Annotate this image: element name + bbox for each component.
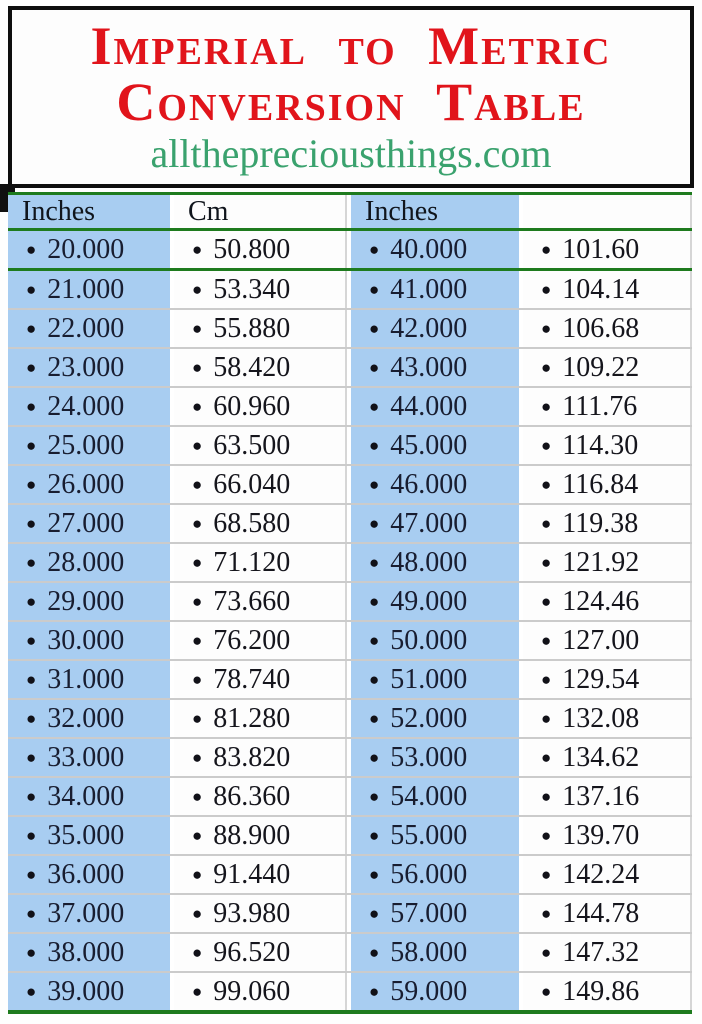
bullet-icon: ●: [369, 436, 380, 455]
table-row: [8, 778, 692, 815]
cell-inches-left: [8, 544, 170, 581]
cell-cm-left: [174, 271, 347, 308]
cell-cm-left: [174, 388, 347, 425]
cell-inches-left: [8, 739, 170, 776]
bullet-icon: ●: [192, 240, 203, 259]
cell-inches-right: [351, 973, 519, 1010]
cell-inches-left: [8, 934, 170, 971]
bullet-icon: ●: [541, 748, 552, 767]
cell-cm-left: [174, 895, 347, 932]
inches-value: 52.000: [390, 702, 468, 734]
inches-value: 48.000: [390, 546, 468, 578]
cm-value: 121.92: [562, 546, 640, 578]
bullet-icon: ●: [26, 904, 37, 923]
bullet-icon: ●: [192, 709, 203, 728]
inches-value: 49.000: [390, 585, 468, 617]
cell-inches-left: [8, 661, 170, 698]
inches-value: 39.000: [47, 975, 125, 1007]
bullet-icon: ●: [369, 904, 380, 923]
cm-value: 96.520: [213, 936, 291, 968]
bullet-icon: ●: [369, 982, 380, 1001]
bullet-icon: ●: [541, 240, 552, 259]
cm-value: 111.76: [562, 390, 638, 422]
table-row: [8, 856, 692, 893]
cell-cm-right: [523, 349, 692, 386]
cell-cm-right: [523, 700, 692, 737]
cm-value: 137.16: [562, 780, 640, 812]
cm-value: 109.22: [562, 351, 640, 383]
bullet-icon: ●: [541, 826, 552, 845]
bullet-icon: ●: [541, 904, 552, 923]
bullet-icon: ●: [369, 631, 380, 650]
bullet-icon: ●: [192, 748, 203, 767]
cell-cm-left: [174, 310, 347, 347]
inches-value: 54.000: [390, 780, 468, 812]
inches-value: 38.000: [47, 936, 125, 968]
cell-inches-right: [351, 349, 519, 386]
cell-cm-left: [174, 349, 347, 386]
inches-value: 24.000: [47, 390, 125, 422]
bullet-icon: ●: [26, 670, 37, 689]
bullet-icon: ●: [26, 631, 37, 650]
cell-inches-left: [8, 622, 170, 659]
cell-cm-right: [523, 427, 692, 464]
inches-value: 44.000: [390, 390, 468, 422]
inches-value: 22.000: [47, 312, 125, 344]
cell-cm-left: [174, 817, 347, 854]
cm-value: 73.660: [213, 585, 291, 617]
cell-inches-right: [351, 622, 519, 659]
bullet-icon: ●: [26, 787, 37, 806]
bullet-icon: ●: [369, 358, 380, 377]
bullet-icon: ●: [541, 553, 552, 572]
inches-value: 40.000: [390, 233, 468, 265]
cell-inches-right: [351, 778, 519, 815]
table-row: [8, 817, 692, 854]
bullet-icon: ●: [192, 436, 203, 455]
bullet-icon: ●: [541, 475, 552, 494]
cm-value: 78.740: [213, 663, 291, 695]
cm-value: 81.280: [213, 702, 291, 734]
cm-value: 129.54: [562, 663, 640, 695]
inches-value: 20.000: [47, 233, 125, 265]
table-row: [8, 349, 692, 386]
page-title-line1: Imperial to Metric: [90, 16, 612, 76]
bullet-icon: ●: [369, 240, 380, 259]
inches-value: 56.000: [390, 858, 468, 890]
cell-inches-left: [8, 505, 170, 542]
table-row: [8, 739, 692, 776]
cell-cm-right: [523, 310, 692, 347]
bullet-icon: ●: [541, 319, 552, 338]
cell-inches-left: [8, 310, 170, 347]
inches-value: 33.000: [47, 741, 125, 773]
inches-value: 34.000: [47, 780, 125, 812]
bullet-icon: ●: [192, 904, 203, 923]
cm-value: 114.30: [562, 429, 639, 461]
inches-value: 42.000: [390, 312, 468, 344]
cell-cm-left: [174, 505, 347, 542]
bullet-icon: ●: [541, 670, 552, 689]
cm-value: 83.820: [213, 741, 291, 773]
bullet-icon: ●: [192, 397, 203, 416]
conversion-table: [8, 192, 692, 1014]
inches-value: 57.000: [390, 897, 468, 929]
bullet-icon: ●: [541, 280, 552, 299]
cm-value: 132.08: [562, 702, 640, 734]
cm-value: 134.62: [562, 741, 640, 773]
inches-value: 58.000: [390, 936, 468, 968]
cell-cm-right: [523, 622, 692, 659]
inches-value: 41.000: [390, 273, 468, 305]
bullet-icon: ●: [26, 748, 37, 767]
cm-value: 58.420: [213, 351, 291, 383]
cell-inches-left: [8, 271, 170, 308]
bullet-icon: ●: [26, 436, 37, 455]
table-row: [8, 622, 692, 659]
bullet-icon: ●: [541, 358, 552, 377]
bullet-icon: ●: [369, 475, 380, 494]
inches-value: 21.000: [47, 273, 125, 305]
table-row: [8, 895, 692, 932]
bullet-icon: ●: [26, 709, 37, 728]
inches-value: 30.000: [47, 624, 125, 656]
bullet-icon: ●: [369, 943, 380, 962]
bullet-icon: ●: [26, 943, 37, 962]
cell-cm-right: [523, 271, 692, 308]
cell-cm-left: [174, 973, 347, 1010]
cm-value: 116.84: [562, 468, 639, 500]
inches-value: 36.000: [47, 858, 125, 890]
cell-cm-left: [174, 231, 347, 268]
cell-cm-right: [523, 505, 692, 542]
bullet-icon: ●: [26, 280, 37, 299]
cell-cm-right: [523, 778, 692, 815]
bullet-icon: ●: [26, 865, 37, 884]
cm-value: 106.68: [562, 312, 640, 344]
cell-cm-left: [174, 856, 347, 893]
bullet-icon: ●: [192, 319, 203, 338]
bullet-icon: ●: [541, 787, 552, 806]
cell-inches-right: [351, 505, 519, 542]
table-row: [8, 934, 692, 971]
table-row: [8, 388, 692, 425]
cell-cm-right: [523, 973, 692, 1010]
table-bottom-accent-line: [8, 1010, 692, 1014]
cell-inches-right: [351, 231, 519, 268]
cell-inches-right: [351, 895, 519, 932]
cm-value: 50.800: [213, 233, 291, 265]
bullet-icon: ●: [26, 319, 37, 338]
bullet-icon: ●: [192, 631, 203, 650]
cell-cm-left: [174, 700, 347, 737]
cell-cm-right: [523, 231, 692, 268]
cm-value: 53.340: [213, 273, 291, 305]
inches-value: 35.000: [47, 819, 125, 851]
cell-inches-right: [351, 934, 519, 971]
cell-cm-right: [523, 934, 692, 971]
cell-inches-right: [351, 817, 519, 854]
bullet-icon: ●: [26, 826, 37, 845]
cm-value: 147.32: [562, 936, 640, 968]
inches-value: 27.000: [47, 507, 125, 539]
inches-value: 26.000: [47, 468, 125, 500]
cm-value: 93.980: [213, 897, 291, 929]
bullet-icon: ●: [541, 514, 552, 533]
cm-value: 88.900: [213, 819, 291, 851]
cm-value: 127.00: [562, 624, 640, 656]
cell-inches-left: [8, 817, 170, 854]
cell-inches-right: [351, 661, 519, 698]
cell-inches-left: [8, 778, 170, 815]
cell-inches-right: [351, 427, 519, 464]
cm-value: 76.200: [213, 624, 291, 656]
table-row: [8, 231, 692, 268]
inches-value: 23.000: [47, 351, 125, 383]
bullet-icon: ●: [541, 865, 552, 884]
table-row: [8, 271, 692, 308]
inches-value: 46.000: [390, 468, 468, 500]
inches-value: 37.000: [47, 897, 125, 929]
cm-value: 139.70: [562, 819, 640, 851]
cell-inches-left: [8, 231, 170, 268]
cell-cm-right: [523, 856, 692, 893]
inches-value: 45.000: [390, 429, 468, 461]
bullet-icon: ●: [369, 709, 380, 728]
bullet-icon: ●: [369, 319, 380, 338]
inches-value: 47.000: [390, 507, 468, 539]
inches-value: 50.000: [390, 624, 468, 656]
bullet-icon: ●: [369, 826, 380, 845]
cm-value: 124.46: [562, 585, 640, 617]
inches-value: 29.000: [47, 585, 125, 617]
cm-value: 119.38: [562, 507, 639, 539]
cm-value: 68.580: [213, 507, 291, 539]
table-row: [8, 661, 692, 698]
cell-inches-left: [8, 583, 170, 620]
cell-cm-left: [174, 544, 347, 581]
cell-cm-right: [523, 544, 692, 581]
inches-value: 32.000: [47, 702, 125, 734]
bullet-icon: ●: [26, 240, 37, 259]
cell-inches-left: [8, 427, 170, 464]
bullet-icon: ●: [541, 709, 552, 728]
cell-cm-left: [174, 622, 347, 659]
table-header-row: [8, 195, 692, 228]
cell-inches-left: [8, 466, 170, 503]
cell-inches-right: [351, 700, 519, 737]
bullet-icon: ●: [192, 358, 203, 377]
bullet-icon: ●: [541, 592, 552, 611]
bullet-icon: ●: [26, 592, 37, 611]
table-row: [8, 427, 692, 464]
bullet-icon: ●: [369, 748, 380, 767]
column-header-inches-right: Inches: [351, 195, 519, 228]
cell-cm-left: [174, 583, 347, 620]
bullet-icon: ●: [541, 397, 552, 416]
bullet-icon: ●: [192, 592, 203, 611]
bullet-icon: ●: [26, 982, 37, 1001]
column-header-cm-left: Cm: [174, 195, 347, 228]
cell-cm-right: [523, 466, 692, 503]
table-row: [8, 544, 692, 581]
cell-inches-left: [8, 388, 170, 425]
table-row: [8, 310, 692, 347]
bullet-icon: ●: [369, 397, 380, 416]
bullet-icon: ●: [26, 358, 37, 377]
cm-value: 71.120: [213, 546, 291, 578]
cm-value: 142.24: [562, 858, 640, 890]
column-header-cm-right: [523, 195, 692, 228]
inches-value: 59.000: [390, 975, 468, 1007]
cell-inches-left: [8, 349, 170, 386]
bullet-icon: ●: [26, 475, 37, 494]
cell-inches-right: [351, 583, 519, 620]
page-title-line2: Conversion Table: [116, 72, 586, 132]
cm-value: 101.60: [562, 233, 640, 265]
bullet-icon: ●: [369, 865, 380, 884]
inches-value: 31.000: [47, 663, 125, 695]
inches-value: 55.000: [390, 819, 468, 851]
cell-cm-left: [174, 778, 347, 815]
cell-cm-right: [523, 739, 692, 776]
cm-value: 144.78: [562, 897, 640, 929]
bullet-icon: ●: [192, 982, 203, 1001]
cell-inches-right: [351, 388, 519, 425]
cell-cm-left: [174, 661, 347, 698]
bullet-icon: ●: [26, 514, 37, 533]
inches-value: 25.000: [47, 429, 125, 461]
cell-inches-right: [351, 466, 519, 503]
cell-cm-right: [523, 583, 692, 620]
bullet-icon: ●: [369, 553, 380, 572]
bullet-icon: ●: [541, 436, 552, 455]
table-row: [8, 583, 692, 620]
cm-value: 149.86: [562, 975, 640, 1007]
cell-cm-left: [174, 739, 347, 776]
cell-inches-right: [351, 544, 519, 581]
title-box: [8, 6, 694, 188]
cell-cm-right: [523, 895, 692, 932]
cm-value: 55.880: [213, 312, 291, 344]
table-row: [8, 700, 692, 737]
bullet-icon: ●: [192, 943, 203, 962]
cell-inches-left: [8, 700, 170, 737]
bullet-icon: ●: [541, 982, 552, 1001]
bullet-icon: ●: [369, 280, 380, 299]
bullet-icon: ●: [192, 787, 203, 806]
bullet-icon: ●: [192, 553, 203, 572]
table-row: [8, 973, 692, 1010]
cm-value: 66.040: [213, 468, 291, 500]
bullet-icon: ●: [192, 280, 203, 299]
bullet-icon: ●: [192, 865, 203, 884]
cell-inches-right: [351, 856, 519, 893]
cell-inches-right: [351, 739, 519, 776]
inches-value: 53.000: [390, 741, 468, 773]
bullet-icon: ●: [26, 397, 37, 416]
bullet-icon: ●: [192, 475, 203, 494]
bullet-icon: ●: [541, 943, 552, 962]
bullet-icon: ●: [369, 592, 380, 611]
cell-inches-left: [8, 856, 170, 893]
bullet-icon: ●: [369, 670, 380, 689]
cm-value: 63.500: [213, 429, 291, 461]
table-row: [8, 466, 692, 503]
bullet-icon: ●: [369, 787, 380, 806]
cell-inches-right: [351, 271, 519, 308]
bullet-icon: ●: [192, 514, 203, 533]
table-row: [8, 505, 692, 542]
cm-value: 86.360: [213, 780, 291, 812]
bullet-icon: ●: [192, 670, 203, 689]
cell-inches-left: [8, 973, 170, 1010]
cell-cm-right: [523, 817, 692, 854]
cm-value: 60.960: [213, 390, 291, 422]
bullet-icon: ●: [192, 826, 203, 845]
bullet-icon: ●: [26, 553, 37, 572]
cell-cm-left: [174, 466, 347, 503]
column-header-inches-left: Inches: [8, 195, 170, 228]
inches-value: 28.000: [47, 546, 125, 578]
website-url: allthepreciousthings.com: [150, 131, 552, 176]
cell-inches-right: [351, 310, 519, 347]
cell-cm-left: [174, 934, 347, 971]
cm-value: 104.14: [562, 273, 640, 305]
bullet-icon: ●: [541, 631, 552, 650]
cell-cm-right: [523, 388, 692, 425]
cell-cm-right: [523, 661, 692, 698]
cm-value: 91.440: [213, 858, 291, 890]
inches-value: 51.000: [390, 663, 468, 695]
cell-cm-left: [174, 427, 347, 464]
cm-value: 99.060: [213, 975, 291, 1007]
bullet-icon: ●: [369, 514, 380, 533]
cell-inches-left: [8, 895, 170, 932]
inches-value: 43.000: [390, 351, 468, 383]
